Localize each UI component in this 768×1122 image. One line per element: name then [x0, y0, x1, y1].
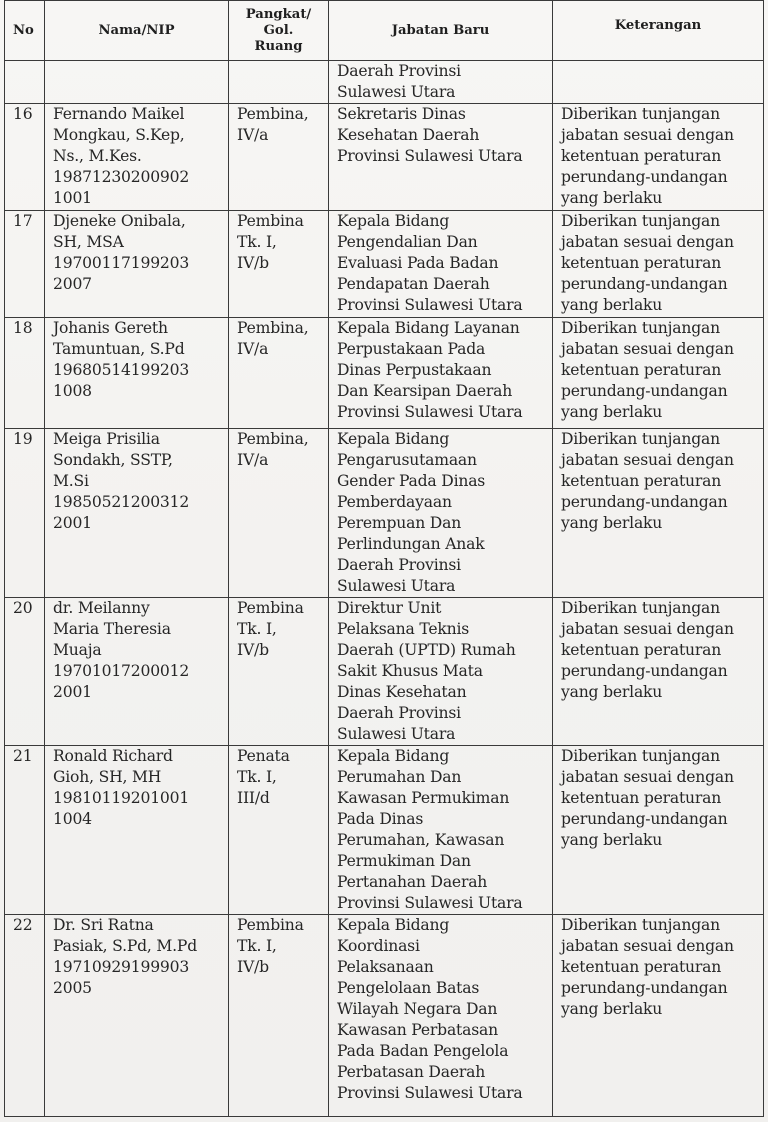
cell-nama-nip: [45, 746, 229, 915]
pangkat-line: IV/b: [237, 641, 269, 659]
jabatan-line: Perlindungan Anak: [337, 535, 485, 553]
cell-nama-nip: [45, 915, 229, 1117]
jabatan-line: Daerah (UPTD) Rumah: [337, 641, 516, 659]
keterangan-line: jabatan sesuai dengan: [561, 451, 734, 469]
cell-nama-nip: [45, 61, 229, 104]
jabatan-line: Pada Dinas: [337, 810, 424, 828]
keterangan-line: yang berlaku: [561, 831, 663, 849]
cell-nama-nip: [45, 318, 229, 429]
jabatan-line: Pengelolaan Batas: [337, 979, 480, 997]
jabatan-line: Pertanahan Daerah: [337, 873, 488, 891]
keterangan-line: Diberikan tunjangan: [561, 105, 720, 123]
cell-no: 18: [5, 318, 45, 429]
keterangan-line: jabatan sesuai dengan: [561, 340, 734, 358]
nama-nip-line: Ronald Richard: [53, 747, 173, 765]
cell-pangkat: [229, 104, 329, 211]
table-row: [5, 318, 764, 429]
nama-nip-line: Meiga Prisilia: [53, 430, 160, 448]
keterangan-line: yang berlaku: [561, 189, 663, 207]
keterangan-line: Diberikan tunjangan: [561, 319, 720, 337]
jabatan-line: Kepala Bidang: [337, 747, 450, 765]
header-pangkat-line: Ruang: [254, 38, 303, 54]
keterangan-line: yang berlaku: [561, 683, 663, 701]
keterangan-line: ketentuan peraturan: [561, 641, 722, 659]
jabatan-line: Kawasan Perbatasan: [337, 1021, 498, 1039]
keterangan-line: perundang-undangan: [561, 382, 728, 400]
header-pangkat-gol-ruang: [229, 1, 329, 61]
keterangan-line: jabatan sesuai dengan: [561, 620, 734, 638]
jabatan-line: Provinsi Sulawesi Utara: [337, 147, 523, 165]
pangkat-line: Tk. I,: [237, 620, 277, 638]
keterangan-line: perundang-undangan: [561, 662, 728, 680]
nama-nip-line: Sondakh, SSTP,: [53, 451, 173, 469]
nama-nip-line: 19701017200012: [53, 662, 190, 680]
cell-jabatan: [329, 746, 553, 915]
keterangan-line: perundang-undangan: [561, 979, 728, 997]
jabatan-line: Daerah Provinsi: [337, 62, 461, 80]
jabatan-line: Sekretaris Dinas: [337, 105, 466, 123]
table-row: [5, 915, 764, 1117]
cell-jabatan: [329, 598, 553, 746]
nama-nip-line: 19710929199903: [53, 958, 190, 976]
jabatan-line: Sulawesi Utara: [337, 83, 456, 101]
table-row: [5, 746, 764, 915]
table-row: [5, 104, 764, 211]
nama-nip-line: 19700117199203: [53, 254, 190, 272]
jabatan-line: Daerah Provinsi: [337, 704, 461, 722]
pangkat-line: Penata: [237, 747, 290, 765]
jabatan-line: Pelaksanaan: [337, 958, 434, 976]
keterangan-line: ketentuan peraturan: [561, 254, 722, 272]
pangkat-line: Pembina,: [237, 430, 309, 448]
nama-nip-line: 19680514199203: [53, 361, 190, 379]
pangkat-line: IV/b: [237, 254, 269, 272]
header-nama-nip: Nama/NIP: [45, 1, 229, 61]
header-pangkat-line: Pangkat/: [245, 6, 312, 22]
nama-nip-line: Dr. Sri Ratna: [53, 916, 154, 934]
cell-pangkat: [229, 61, 329, 104]
jabatan-line: Perbatasan Daerah: [337, 1063, 486, 1081]
pangkat-line: Pembina: [237, 599, 304, 617]
keterangan-line: ketentuan peraturan: [561, 958, 722, 976]
nama-nip-line: 1008: [53, 382, 92, 400]
keterangan-line: ketentuan peraturan: [561, 361, 722, 379]
nama-nip-line: 2005: [53, 979, 92, 997]
jabatan-line: Kepala Bidang: [337, 430, 450, 448]
cell-keterangan: [553, 746, 764, 915]
nama-nip-line: 2001: [53, 683, 92, 701]
jabatan-line: Pengarusutamaan: [337, 451, 477, 469]
jabatan-line: Perempuan Dan: [337, 514, 462, 532]
cell-no: 16: [5, 104, 45, 211]
pangkat-line: III/d: [237, 789, 270, 807]
keterangan-line: yang berlaku: [561, 296, 663, 314]
cell-jabatan: [329, 429, 553, 598]
cell-jabatan: [329, 211, 553, 318]
jabatan-line: Pendapatan Daerah: [337, 275, 490, 293]
cell-no: 17: [5, 211, 45, 318]
jabatan-line: Dinas Perpustakaan: [337, 361, 492, 379]
nama-nip-line: Fernando Maikel: [53, 105, 185, 123]
cell-pangkat: [229, 429, 329, 598]
nama-nip-line: Johanis Gereth: [53, 319, 168, 337]
table-header-row: [5, 1, 764, 61]
jabatan-line: Sulawesi Utara: [337, 725, 456, 743]
header-pangkat-line: Gol.: [263, 22, 294, 38]
cell-keterangan: [553, 429, 764, 598]
keterangan-line: perundang-undangan: [561, 810, 728, 828]
nama-nip-line: Maria Theresia: [53, 620, 171, 638]
jabatan-line: Provinsi Sulawesi Utara: [337, 1084, 523, 1102]
pangkat-line: IV/a: [237, 451, 269, 469]
keterangan-line: ketentuan peraturan: [561, 472, 722, 490]
keterangan-line: perundang-undangan: [561, 168, 728, 186]
cell-nama-nip: [45, 211, 229, 318]
jabatan-line: Wilayah Negara Dan: [337, 1000, 498, 1018]
cell-keterangan: [553, 104, 764, 211]
cell-keterangan: [553, 318, 764, 429]
jabatan-line: Sakit Khusus Mata: [337, 662, 483, 680]
cell-nama-nip: [45, 429, 229, 598]
nama-nip-line: 2007: [53, 275, 92, 293]
nama-nip-line: Ns., M.Kes.: [53, 147, 142, 165]
header-keterangan: Keterangan: [553, 1, 764, 61]
jabatan-line: Dinas Kesehatan: [337, 683, 467, 701]
jabatan-line: Kesehatan Daerah: [337, 126, 480, 144]
pangkat-line: Pembina: [237, 212, 304, 230]
cell-jabatan: [329, 104, 553, 211]
jabatan-line: Pemberdayaan: [337, 493, 452, 511]
nama-nip-line: Pasiak, S.Pd, M.Pd: [53, 937, 198, 955]
nama-nip-line: 19810119201001: [53, 789, 190, 807]
keterangan-line: Diberikan tunjangan: [561, 916, 720, 934]
pangkat-line: Tk. I,: [237, 937, 277, 955]
cell-keterangan: [553, 915, 764, 1117]
cell-no: [5, 61, 45, 104]
keterangan-line: yang berlaku: [561, 1000, 663, 1018]
keterangan-line: perundang-undangan: [561, 493, 728, 511]
cell-no: 20: [5, 598, 45, 746]
jabatan-line: Perumahan Dan: [337, 768, 462, 786]
jabatan-line: Pada Badan Pengelola: [337, 1042, 509, 1060]
cell-keterangan: [553, 211, 764, 318]
jabatan-line: Kawasan Permukiman: [337, 789, 510, 807]
nama-nip-line: Gioh, SH, MH: [53, 768, 162, 786]
cell-keterangan: [553, 61, 764, 104]
cell-pangkat: [229, 746, 329, 915]
pangkat-line: IV/b: [237, 958, 269, 976]
jabatan-line: Kepala Bidang Layanan: [337, 319, 520, 337]
nama-nip-line: dr. Meilanny: [53, 599, 150, 617]
header-no: No: [5, 1, 45, 61]
nama-nip-line: Tamuntuan, S.Pd: [53, 340, 185, 358]
nama-nip-line: Muaja: [53, 641, 102, 659]
keterangan-line: ketentuan peraturan: [561, 789, 722, 807]
cell-pangkat: [229, 598, 329, 746]
table-row: [5, 429, 764, 598]
cell-pangkat: [229, 915, 329, 1117]
nama-nip-line: 19850521200312: [53, 493, 190, 511]
cell-jabatan: [329, 915, 553, 1117]
pangkat-line: IV/a: [237, 126, 269, 144]
nama-nip-line: 1001: [53, 189, 92, 207]
cell-nama-nip: [45, 598, 229, 746]
jabatan-line: Pengendalian Dan: [337, 233, 478, 251]
keterangan-line: perundang-undangan: [561, 275, 728, 293]
nama-nip-line: Mongkau, S.Kep,: [53, 126, 185, 144]
jabatan-line: Gender Pada Dinas: [337, 472, 486, 490]
header-jabatan-baru: Jabatan Baru: [329, 1, 553, 61]
keterangan-line: yang berlaku: [561, 403, 663, 421]
keterangan-line: Diberikan tunjangan: [561, 599, 720, 617]
nama-nip-line: Djeneke Onibala,: [53, 212, 186, 230]
pangkat-line: Tk. I,: [237, 768, 277, 786]
nama-nip-line: SH, MSA: [53, 233, 124, 251]
pangkat-line: Tk. I,: [237, 233, 277, 251]
cell-no: 19: [5, 429, 45, 598]
jabatan-line: Permukiman Dan: [337, 852, 471, 870]
nama-nip-line: 2001: [53, 514, 92, 532]
pangkat-line: Pembina,: [237, 319, 309, 337]
jabatan-line: Koordinasi: [337, 937, 420, 955]
keterangan-line: yang berlaku: [561, 514, 663, 532]
jabatan-line: Direktur Unit: [337, 599, 442, 617]
keterangan-line: jabatan sesuai dengan: [561, 126, 734, 144]
cell-jabatan: [329, 318, 553, 429]
nama-nip-line: 1004: [53, 810, 92, 828]
jabatan-line: Kepala Bidang: [337, 916, 450, 934]
nama-nip-line: 19871230200902: [53, 168, 190, 186]
table-row: [5, 598, 764, 746]
keterangan-line: Diberikan tunjangan: [561, 747, 720, 765]
jabatan-line: Pelaksana Teknis: [337, 620, 470, 638]
keterangan-line: Diberikan tunjangan: [561, 212, 720, 230]
table-row: [5, 211, 764, 318]
keterangan-line: jabatan sesuai dengan: [561, 937, 734, 955]
cell-no: 21: [5, 746, 45, 915]
cell-jabatan: [329, 61, 553, 104]
pangkat-line: Pembina: [237, 916, 304, 934]
cell-pangkat: [229, 211, 329, 318]
keterangan-line: jabatan sesuai dengan: [561, 768, 734, 786]
cell-keterangan: [553, 598, 764, 746]
cell-no: 22: [5, 915, 45, 1117]
jabatan-line: Sulawesi Utara: [337, 577, 456, 595]
keterangan-line: jabatan sesuai dengan: [561, 233, 734, 251]
jabatan-line: Dan Kearsipan Daerah: [337, 382, 513, 400]
keterangan-line: Diberikan tunjangan: [561, 430, 720, 448]
jabatan-line: Provinsi Sulawesi Utara: [337, 296, 523, 314]
jabatan-line: Provinsi Sulawesi Utara: [337, 894, 523, 912]
jabatan-line: Evaluasi Pada Badan: [337, 254, 499, 272]
jabatan-line: Daerah Provinsi: [337, 556, 461, 574]
cell-pangkat: [229, 318, 329, 429]
jabatan-line: Provinsi Sulawesi Utara: [337, 403, 523, 421]
keterangan-line: ketentuan peraturan: [561, 147, 722, 165]
appointment-table: [4, 0, 764, 1117]
continuation-row: [5, 61, 764, 104]
pangkat-line: Pembina,: [237, 105, 309, 123]
nama-nip-line: M.Si: [53, 472, 89, 490]
jabatan-line: Perumahan, Kawasan: [337, 831, 505, 849]
pangkat-line: IV/a: [237, 340, 269, 358]
jabatan-line: Perpustakaan Pada: [337, 340, 486, 358]
jabatan-line: Kepala Bidang: [337, 212, 450, 230]
cell-nama-nip: [45, 104, 229, 211]
